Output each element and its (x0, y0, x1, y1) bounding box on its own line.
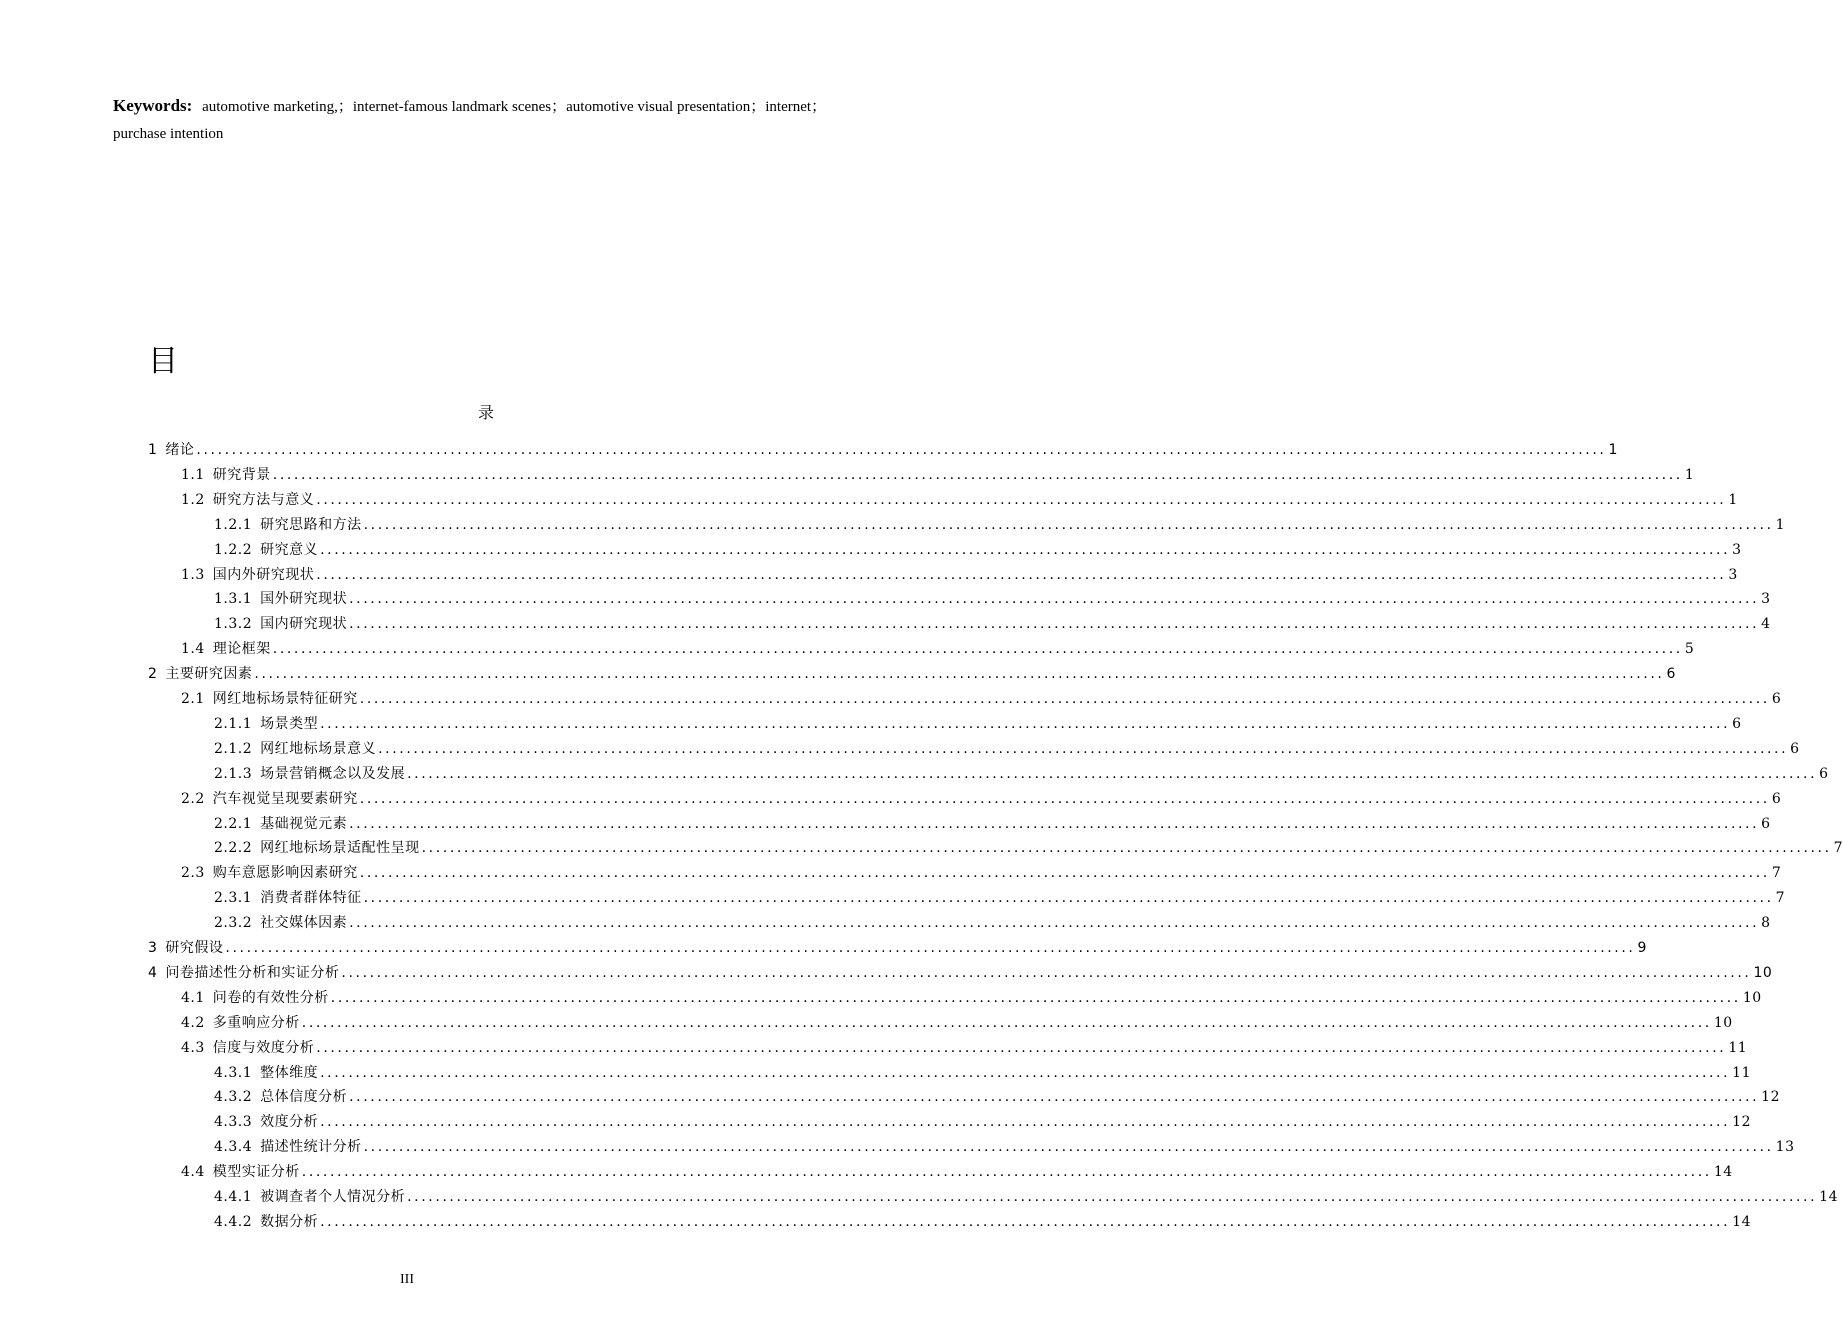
toc-entry[interactable] (214, 712, 1742, 736)
toc-entry-number: 2.3.2 (214, 915, 253, 932)
toc-entry-title: 数据分析 (260, 1213, 319, 1230)
toc-entry-page: 6 (1819, 765, 1829, 782)
toc-entry-title: 研究假设 (165, 940, 224, 956)
toc-entry-title: 模型实证分析 (212, 1164, 300, 1181)
toc-entry-number: 2.3 (181, 865, 205, 882)
toc-entry-page: 10 (1753, 964, 1773, 981)
toc-entry-page: 1 (1684, 466, 1695, 483)
toc-dot-leader: ........................................................................................................................................................................................................ (301, 1164, 1712, 1181)
toc-entry-title: 购车意愿影响因素研究 (212, 865, 358, 882)
toc-entry[interactable] (214, 612, 1771, 636)
toc-dot-leader: ........................................................................................................................................................................................................ (341, 964, 1752, 981)
toc-entry-title: 网红地标场景特征研究 (212, 691, 358, 707)
toc-entry[interactable] (181, 787, 1782, 811)
toc-entry-title: 描述性统计分析 (260, 1139, 362, 1156)
toc-entry-number: 1.2.2 (214, 541, 253, 558)
toc-entry-number: 1.2.1 (214, 516, 253, 533)
toc-entry-number: 4.3.2 (214, 1089, 253, 1106)
toc-entry-title: 主要研究因素 (165, 666, 253, 683)
toc-entry-number: 1 (148, 442, 158, 458)
page-number: III (400, 1272, 414, 1287)
toc-dot-leader: ........................................................................................................................................................................................................ (272, 466, 1683, 483)
toc-entry[interactable] (214, 587, 1771, 611)
toc-entry-page: 1 (1608, 442, 1618, 458)
toc-entry-number: 2.2 (181, 790, 205, 807)
toc-dot-leader: ........................................................................................................................................................................................................ (320, 1064, 1731, 1081)
toc-dot-leader: ........................................................................................................................................................................................................ (316, 491, 1727, 508)
toc-dot-leader: ........................................................................................................................................................................................................ (349, 815, 1760, 832)
toc-entry-number: 1.4 (181, 641, 205, 658)
toc-entry-title: 场景类型 (260, 715, 319, 732)
toc-entry-number: 2.3.1 (214, 890, 253, 907)
keywords-paragraph (113, 92, 843, 148)
toc-entry[interactable] (214, 1210, 1751, 1234)
toc-dot-leader: ........................................................................................................................................................................................................ (349, 915, 1760, 932)
toc-dot-leader: ........................................................................................................................................................................................................ (254, 666, 1665, 683)
toc-entry-title: 社交媒体因素 (260, 915, 348, 932)
toc-entry[interactable] (181, 1011, 1733, 1035)
toc-entry[interactable] (214, 513, 1786, 537)
toc-entry-title: 整体维度 (260, 1064, 319, 1081)
toc-entry-title: 理论框架 (212, 641, 271, 658)
toc-entry[interactable] (214, 762, 1829, 786)
toc-dot-leader: ........................................................................................................................................................................................................ (330, 989, 1741, 1006)
toc-dot-leader: ........................................................................................................................................................................................................ (359, 790, 1770, 807)
toc-dot-leader: ........................................................................................................................................................................................................ (320, 1213, 1731, 1230)
toc-entry-page: 10 (1742, 989, 1762, 1006)
toc-entry-number: 1.3 (181, 566, 205, 583)
toc-dot-leader: ........................................................................................................................................................................................................ (316, 1039, 1727, 1056)
toc-entry-title: 被调查者个人情况分析 (260, 1189, 406, 1205)
toc-dot-leader: ........................................................................................................................................................................................................ (363, 890, 1774, 907)
toc-entry-page: 3 (1761, 591, 1771, 608)
toc-dot-leader: ........................................................................................................................................................................................................ (359, 865, 1770, 882)
toc-entry-title: 研究背景 (212, 466, 271, 483)
keywords-text: automotive marketing,；internet-famous landmark scenes；automotive visual presentation；internet；purchase intention (113, 99, 827, 142)
toc-entry-page: 3 (1728, 566, 1738, 583)
toc-entry-title: 研究意义 (260, 541, 319, 558)
toc-dot-leader: ........................................................................................................................................................................................................ (421, 840, 1832, 857)
toc-entry-number: 4.4 (181, 1164, 205, 1181)
toc-entry-title: 国外研究现状 (260, 591, 348, 608)
toc-entry-title: 问卷的有效性分析 (212, 989, 329, 1006)
toc-entry[interactable] (181, 488, 1738, 512)
toc-entry-number: 2 (148, 666, 158, 683)
toc-entry-page: 12 (1761, 1089, 1780, 1106)
toc-entry-number: 4.4.2 (214, 1213, 253, 1230)
toc-entry-page: 6 (1732, 715, 1742, 732)
toc-entry-title: 总体信度分析 (260, 1089, 348, 1106)
toc-dot-leader: ........................................................................................................................................................................................................ (320, 541, 1731, 558)
toc-entry-page: 6 (1790, 740, 1800, 757)
toc-entry-title: 信度与效度分析 (212, 1039, 315, 1056)
toc-entry-page: 12 (1732, 1114, 1751, 1131)
toc-entry-page: 14 (1819, 1189, 1838, 1205)
toc-entry-number: 1.3.1 (214, 591, 253, 608)
toc-entry[interactable] (214, 886, 1786, 910)
toc-entry[interactable] (181, 986, 1762, 1010)
toc-entry[interactable] (181, 1036, 1748, 1060)
toc-heading-first-char: 目 (148, 344, 178, 379)
toc-dot-leader: ........................................................................................................................................................................................................ (407, 1189, 1818, 1205)
keywords-label: Keywords: (113, 96, 193, 115)
toc-entry-title: 场景营销概念以及发展 (260, 765, 406, 782)
toc-entry-page: 11 (1732, 1064, 1751, 1081)
toc-entry-number: 4.4.1 (214, 1189, 253, 1205)
toc-entry-number: 4.3 (181, 1039, 205, 1056)
toc-entry-page: 1 (1775, 516, 1786, 533)
toc-entry-page: 6 (1761, 815, 1771, 832)
toc-entry[interactable] (148, 438, 1618, 462)
toc-entry-number: 1.1 (181, 466, 205, 483)
toc-entry-page: 14 (1732, 1213, 1751, 1230)
toc-entry-number: 2.1 (181, 691, 205, 707)
toc-entry-page: 1 (1728, 491, 1738, 508)
toc-entry-title: 汽车视觉呈现要素研究 (212, 790, 358, 807)
toc-entry-page: 11 (1728, 1039, 1748, 1056)
toc-entry-title: 国内研究现状 (260, 616, 348, 633)
toc-entry-page: 7 (1775, 890, 1786, 907)
toc-entry[interactable] (214, 812, 1771, 836)
toc-entry-title: 国内外研究现状 (212, 566, 315, 583)
toc-entry-title: 效度分析 (260, 1114, 319, 1131)
toc-entry-title: 网红地标场景适配性呈现 (260, 840, 420, 857)
toc-entry[interactable] (214, 538, 1742, 562)
toc-entry-number: 4.3.4 (214, 1139, 253, 1156)
toc-entry-page: 4 (1761, 616, 1771, 633)
toc-entry-title: 多重响应分析 (212, 1014, 300, 1031)
toc-dot-leader: ........................................................................................................................................................................................................ (363, 516, 1774, 533)
toc-entry[interactable] (214, 1135, 1795, 1159)
toc-dot-leader: ........................................................................................................................................................................................................ (196, 442, 1607, 458)
toc-entry-title: 消费者群体特征 (260, 890, 362, 907)
toc-entry-number: 2.1.2 (214, 740, 253, 757)
toc-entry-number: 2.1.3 (214, 765, 253, 782)
toc-entry-page: 5 (1684, 641, 1695, 658)
toc-entry-title: 网红地标场景意义 (260, 740, 377, 757)
toc-dot-leader: ........................................................................................................................................................................................................ (349, 616, 1760, 633)
toc-entry[interactable] (214, 911, 1771, 935)
toc-dot-leader: ........................................................................................................................................................................................................ (272, 641, 1683, 658)
toc-entry[interactable] (148, 961, 1773, 985)
toc-dot-leader: ........................................................................................................................................................................................................ (301, 1014, 1712, 1031)
toc-entry-page: 6 (1771, 691, 1782, 707)
toc-dot-leader: ........................................................................................................................................................................................................ (316, 566, 1727, 583)
toc-entry-number: 2.2.2 (214, 840, 253, 857)
toc-entry[interactable] (214, 1110, 1751, 1134)
toc-entry-title: 研究思路和方法 (260, 516, 362, 533)
toc-dot-leader: ........................................................................................................................................................................................................ (378, 740, 1789, 757)
toc-dot-leader: ........................................................................................................................................................................................................ (320, 715, 1731, 732)
toc-dot-leader: ........................................................................................................................................................................................................ (320, 1114, 1731, 1131)
toc-entry[interactable] (148, 936, 1647, 960)
toc-entry-number: 2.1.1 (214, 715, 253, 732)
toc-entry-page: 9 (1637, 940, 1647, 956)
toc-dot-leader: ........................................................................................................................................................................................................ (407, 765, 1818, 782)
toc-dot-leader: ........................................................................................................................................................................................................ (225, 940, 1636, 956)
toc-entry-page: 8 (1761, 915, 1771, 932)
toc-entry-page: 3 (1732, 541, 1742, 558)
toc-entry-number: 4 (148, 964, 158, 981)
toc-entry-title: 基础视觉元素 (260, 815, 348, 832)
toc-entry[interactable] (181, 1160, 1733, 1184)
toc-entry-title: 绪论 (165, 442, 195, 458)
toc-dot-leader: ........................................................................................................................................................................................................ (349, 591, 1760, 608)
toc-dot-leader: ........................................................................................................................................................................................................ (363, 1139, 1774, 1156)
toc-entry-number: 4.1 (181, 989, 205, 1006)
toc-entry[interactable] (181, 637, 1695, 661)
toc-entry-page: 7 (1833, 840, 1843, 857)
toc-dot-leader: ........................................................................................................................................................................................................ (359, 691, 1770, 707)
toc-entry[interactable] (181, 463, 1695, 487)
toc-entry-number: 2.2.1 (214, 815, 253, 832)
toc-entry-page: 6 (1771, 790, 1782, 807)
toc-entry[interactable] (148, 662, 1676, 686)
toc-entry-number: 4.3.1 (214, 1064, 253, 1081)
toc-entry-number: 4.3.3 (214, 1114, 253, 1131)
toc-entry[interactable] (214, 737, 1800, 761)
toc-entry[interactable] (181, 563, 1738, 587)
toc-entry-number: 1.2 (181, 491, 205, 508)
toc-entry-page: 14 (1713, 1164, 1733, 1181)
toc-entry-title: 研究方法与意义 (212, 491, 315, 508)
toc-entry-page: 10 (1713, 1014, 1733, 1031)
toc-entry[interactable] (214, 1061, 1751, 1085)
toc-entry-number: 1.3.2 (214, 616, 253, 633)
toc-heading-second-char: 录 (478, 403, 495, 422)
toc-entry-page: 6 (1666, 666, 1676, 683)
toc-entry-page: 13 (1775, 1139, 1795, 1156)
toc-entry[interactable] (214, 1085, 1780, 1109)
toc-entry[interactable] (181, 861, 1782, 885)
toc-entry[interactable] (214, 1185, 1838, 1209)
toc-dot-leader: ........................................................................................................................................................................................................ (349, 1089, 1760, 1106)
toc-entry-number: 4.2 (181, 1014, 205, 1031)
toc-entry[interactable] (181, 687, 1782, 711)
toc-entry-title: 问卷描述性分析和实证分析 (165, 964, 340, 981)
toc-entry-page: 7 (1771, 865, 1782, 882)
toc-entry[interactable] (214, 836, 1843, 860)
toc-entry-number: 3 (148, 940, 158, 956)
